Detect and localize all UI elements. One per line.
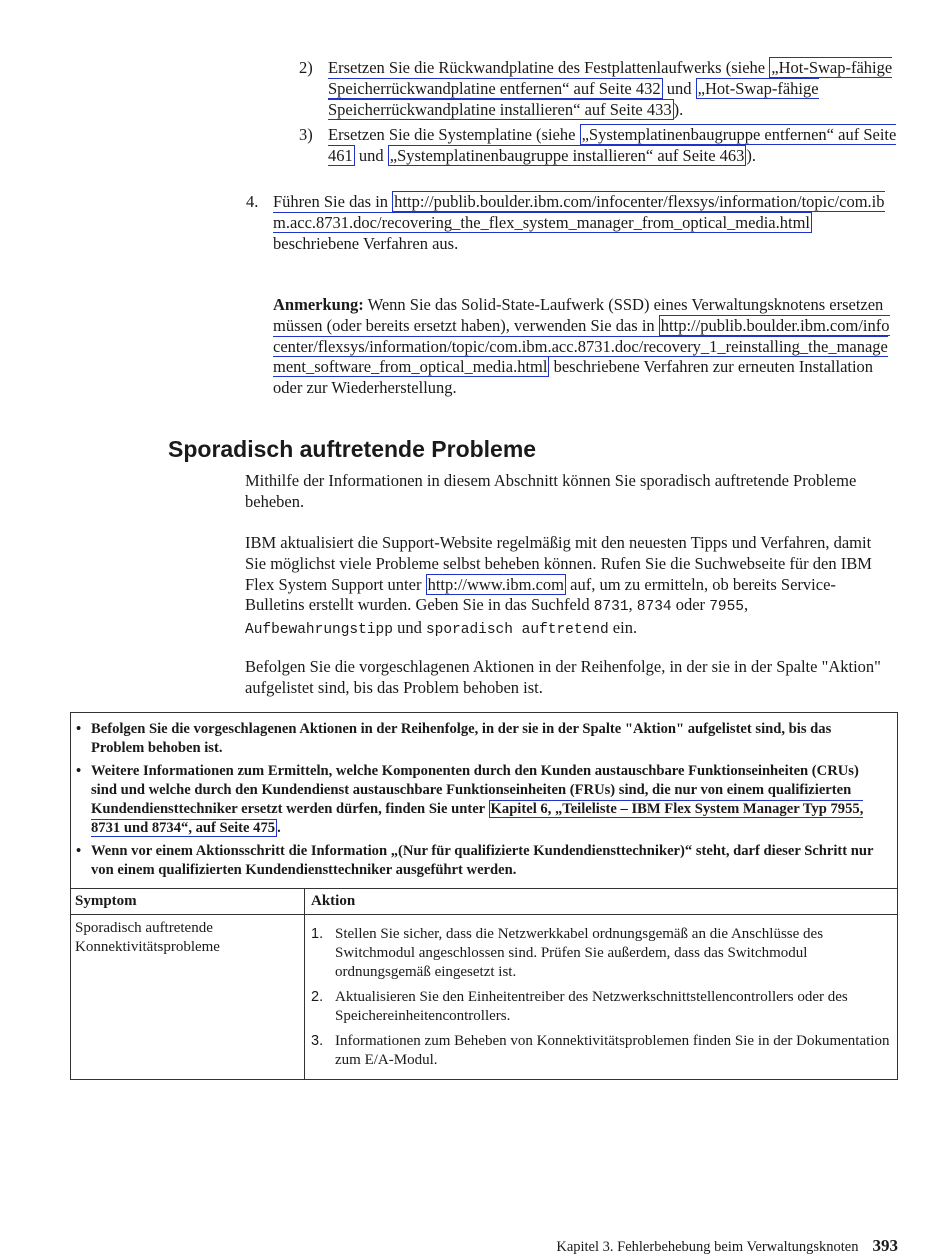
table-note: • Befolgen Sie die vorgeschlagenen Aktionen in der Reihenfolge, in der sie in der Spalte "Aktion" aufgelistet sind, bis das Problem behoben ist. <box>76 721 832 756</box>
action-item: 3. Informationen zum Beheben von Konnektivitätsproblemen finden Sie in der Dokumentation zum E/A-Modul. <box>311 1033 890 1068</box>
action-cell <box>305 915 897 1079</box>
header-action: Aktion <box>311 893 356 909</box>
bullet: • <box>76 763 82 779</box>
link-hot-swap-install[interactable]: „Hot-Swap-fähige Speicherrückwandplatine installieren“ auf Seite 433 <box>328 78 819 119</box>
link-ibm-com[interactable]: http://www.ibm.com <box>427 574 565 594</box>
link-systemboard-install[interactable]: „Systemplatinenbaugruppe installieren“ auf Seite 463 <box>389 145 745 165</box>
page-number: 393 <box>872 1236 898 1255</box>
symptom-action-table <box>70 712 898 1080</box>
section-title: Sporadisch auftretende Probleme <box>168 436 537 462</box>
link-reinstall-management-software[interactable]: http://publib.boulder.ibm.com/infocenter/flexsys/information/topic/com.ibm.acc.8731.doc/recovery_1_reinstalling_the_management_software_from_optical_media.html <box>273 315 890 377</box>
action-item: 1. Stellen Sie sicher, dass die Netzwerkkabel ordnungsgemäß an die Anschlüsse des Switchmodul angeschlossen sind. Prüfen Sie außerdem, dass das Switchmodul ordnungsgemäß eingesetzt ist. <box>311 926 824 980</box>
link-parts-list-chapter[interactable]: Kapitel 6, „Teileliste – IBM Flex System Manager Typ 7955, 8731 und 8734“, auf Seite 475 <box>91 801 864 836</box>
intro-paragraph: Mithilfe der Informationen in diesem Abschnitt können Sie sporadisch auftretende Probleme beheben. <box>245 471 857 511</box>
step-number: 4. <box>246 192 259 211</box>
page-footer <box>556 1236 898 1256</box>
link-recovering-flex-manager[interactable]: http://publib.boulder.ibm.com/infocenter/flexsys/information/topic/com.ibm.acc.8731.doc/recovering_the_flex_system_manager_from_optical_media.html <box>273 192 885 232</box>
step-number: 2) <box>299 58 313 77</box>
action-item: 2. Aktualisieren Sie den Einheitentreiber des Netzwerkschnittstellencontrollers oder des Speichereinheitencontrollers. <box>311 989 848 1024</box>
link-hot-swap-remove[interactable]: „Hot-Swap-fähige Speicherrückwandplatine entfernen“ auf Seite 432 <box>328 58 893 98</box>
table-notes <box>71 713 897 888</box>
table-note: • Wenn vor einem Aktionsschritt die Information „(Nur für qualifizierte Kundendiensttechniker)“ steht, darf dieser Schritt nur von einem qualifizierten Kundendiensttechniker ausgeführt werden. <box>76 843 874 878</box>
symptom-cell: Sporadisch auftretende Konnektivitätsprobleme <box>71 915 305 1079</box>
link-systemboard-remove[interactable]: „Systemplatinenbaugruppe entfernen“ auf Seite 461 <box>328 125 897 165</box>
note-label: Anmerkung: <box>273 295 364 314</box>
footer-chapter: Kapitel 3. Fehlerbehebung beim Verwaltungsknoten <box>556 1239 859 1255</box>
follow-actions-paragraph: Befolgen Sie die vorgeschlagenen Aktionen in der Reihenfolge, in der sie in der Spalte "Aktion" aufgelistet sind, bis das Problem behoben ist. <box>245 657 881 697</box>
step-number: 3) <box>299 125 313 144</box>
table-note: • Weitere Informationen zum Ermitteln, welche Komponenten durch den Kunden austauschbare Funktionseinheiten (CRUs) sind und welche durch den Kundendienst austauschbare Funktionseinheiten (FRUs) sind, die nur von einem qualifizierten Kundendiensttechniker ersetzt werden dürfen, finden Sie unter Kapitel 6, „Teileliste – IBM Flex System Manager Typ 7955, 8731 und 8734“, auf Seite 475 . <box>76 763 864 836</box>
support-paragraph: IBM aktualisiert die Support-Website regelmäßig mit den neuesten Tipps und Verfahren, damit Sie möglichst viele Probleme selbst beheben können. Rufen Sie die Suchwebseite für den IBM Flex System Support unter http://www.ibm.com auf, um zu ermitteln, ob bereits Service-Bulletins erstellt wurden. Geben Sie in das Suchfeld 8731, 8734 oder 7955, Aufbewahrungstipp und sporadisch auftretend ein. <box>245 533 872 639</box>
step-2-text: Ersetzen Sie die Rückwandplatine des Festplattenlaufwerks (siehe „Hot-Swap-fähige Speicherrückwandplatine entfernen“ auf Seite 432 und „Hot-Swap-fähige Speicherrückwandplatine installieren“ auf Seite 433 ). <box>328 58 893 119</box>
bullet: • <box>76 843 82 859</box>
table-header-row <box>71 888 897 914</box>
table-row <box>71 914 897 1079</box>
step-4-text: Führen Sie das in http://publib.boulder.ibm.com/infocenter/flexsys/information/topic/com.ibm.acc.8731.doc/recovering_the_flex_system_manager_from_optical_media.html beschriebene Verfahren aus. <box>273 192 885 253</box>
note-paragraph: Anmerkung: Wenn Sie das Solid-State-Laufwerk (SSD) eines Verwaltungsknotens ersetzen müssen (oder bereits ersetzt haben), verwenden Sie das in http://publib.boulder.ibm.com/infocenter/flexsys/information/topic/com.ibm.acc.8731.doc/recovery_1_reinstalling_the_management_software_from_optical_media.html beschriebene Verfahren zur erneuten Installation oder zur Wiederherstellung. <box>273 295 890 398</box>
bullet: • <box>76 721 82 737</box>
step-3-text: Ersetzen Sie die Systemplatine (siehe „Systemplatinenbaugruppe entfernen“ auf Seite 461 und „Systemplatinenbaugruppe installieren“ auf Seite 463 ). <box>328 125 897 165</box>
header-symptom: Symptom <box>71 889 305 914</box>
